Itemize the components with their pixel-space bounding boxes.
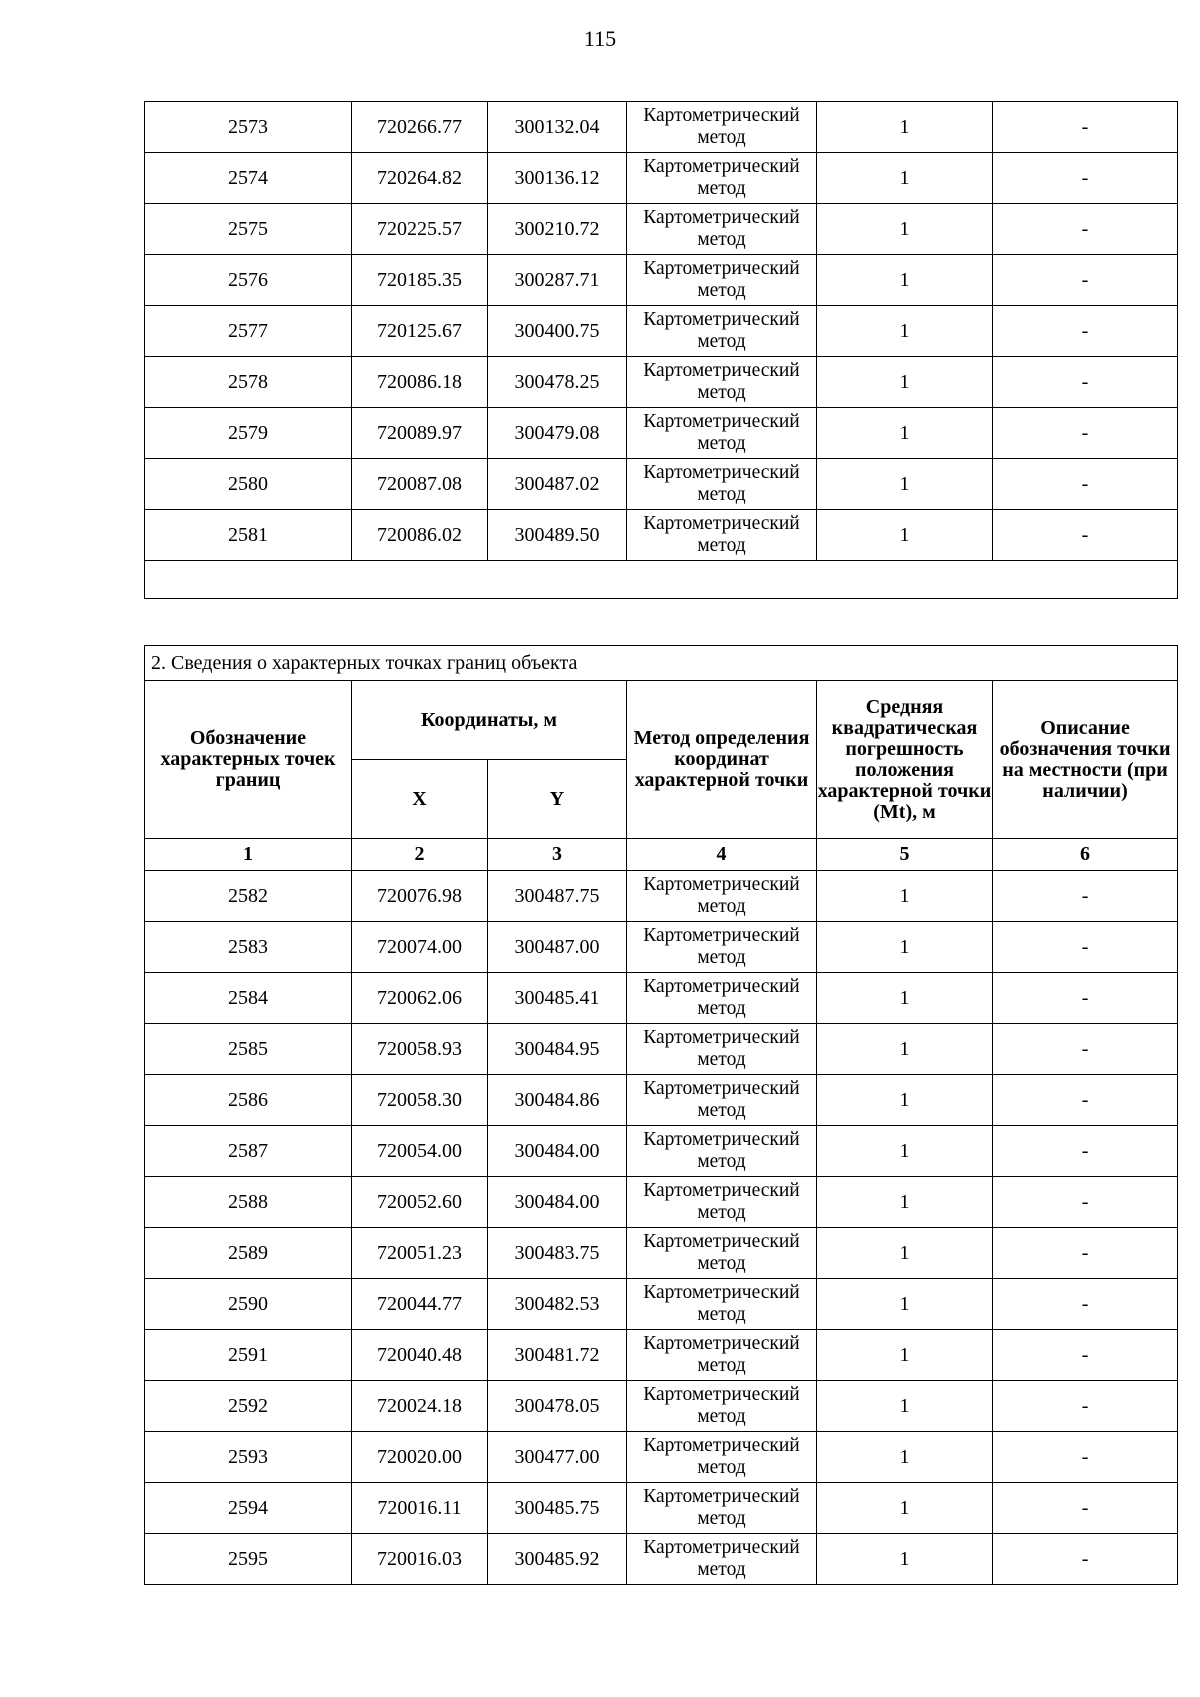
point-id-cell: 2585	[145, 1024, 352, 1075]
y-coordinate-cell: 300484.00	[488, 1177, 627, 1228]
x-coordinate-cell: 720264.82	[352, 153, 488, 204]
table-row	[145, 357, 1178, 408]
x-coordinate-cell: 720225.57	[352, 204, 488, 255]
description-cell: -	[993, 973, 1178, 1024]
y-coordinate-cell: 300487.00	[488, 922, 627, 973]
method-cell: Картометрический метод	[627, 922, 817, 973]
x-coordinate-cell: 720016.11	[352, 1483, 488, 1534]
description-cell: -	[993, 510, 1178, 561]
point-id-cell: 2573	[145, 102, 352, 153]
error-cell: 1	[817, 1024, 993, 1075]
error-cell: 1	[817, 1483, 993, 1534]
y-coordinate-cell: 300484.86	[488, 1075, 627, 1126]
y-coordinate-cell: 300487.02	[488, 459, 627, 510]
description-cell: -	[993, 1381, 1178, 1432]
point-id-cell: 2582	[145, 871, 352, 922]
header-description: Описание обозначения точки на местности (при наличии)	[993, 681, 1178, 839]
method-cell: Картометрический метод	[627, 871, 817, 922]
method-cell: Картометрический метод	[627, 102, 817, 153]
description-cell: -	[993, 204, 1178, 255]
table-row	[145, 102, 1178, 153]
y-coordinate-cell: 300132.04	[488, 102, 627, 153]
x-coordinate-cell: 720062.06	[352, 973, 488, 1024]
method-cell: Картометрический метод	[627, 153, 817, 204]
coordinates-table-continued	[144, 101, 1178, 599]
table-body	[145, 102, 1178, 599]
point-id-cell: 2590	[145, 1279, 352, 1330]
table-row	[145, 204, 1178, 255]
table-row	[145, 973, 1178, 1024]
column-number: 1	[145, 839, 352, 871]
table-row	[145, 1279, 1178, 1330]
description-cell: -	[993, 871, 1178, 922]
error-cell: 1	[817, 1279, 993, 1330]
method-cell: Картометрический метод	[627, 1177, 817, 1228]
x-coordinate-cell: 720020.00	[352, 1432, 488, 1483]
point-id-cell: 2594	[145, 1483, 352, 1534]
point-id-cell: 2581	[145, 510, 352, 561]
column-number: 4	[627, 839, 817, 871]
y-coordinate-cell: 300479.08	[488, 408, 627, 459]
error-cell: 1	[817, 255, 993, 306]
error-cell: 1	[817, 1432, 993, 1483]
y-coordinate-cell: 300481.72	[488, 1330, 627, 1381]
method-cell: Картометрический метод	[627, 1075, 817, 1126]
x-coordinate-cell: 720086.02	[352, 510, 488, 561]
point-id-cell: 2587	[145, 1126, 352, 1177]
method-cell: Картометрический метод	[627, 306, 817, 357]
error-cell: 1	[817, 1228, 993, 1279]
column-number: 3	[488, 839, 627, 871]
description-cell: -	[993, 1024, 1178, 1075]
description-cell: -	[993, 1177, 1178, 1228]
method-cell: Картометрический метод	[627, 408, 817, 459]
x-coordinate-cell: 720058.30	[352, 1075, 488, 1126]
method-cell: Картометрический метод	[627, 357, 817, 408]
point-id-cell: 2578	[145, 357, 352, 408]
error-cell: 1	[817, 1177, 993, 1228]
y-coordinate-cell: 300484.95	[488, 1024, 627, 1075]
method-cell: Картометрический метод	[627, 1534, 817, 1585]
point-id-cell: 2584	[145, 973, 352, 1024]
header-designation: Обозначение характерных точек границ	[145, 681, 352, 839]
header-x: X	[352, 760, 488, 839]
table-row	[145, 1534, 1178, 1585]
empty-row	[145, 561, 1178, 599]
description-cell: -	[993, 255, 1178, 306]
column-number: 5	[817, 839, 993, 871]
table-row	[145, 1075, 1178, 1126]
y-coordinate-cell: 300210.72	[488, 204, 627, 255]
description-cell: -	[993, 1279, 1178, 1330]
method-cell: Картометрический метод	[627, 973, 817, 1024]
table-row	[145, 1177, 1178, 1228]
column-number: 6	[993, 839, 1178, 871]
error-cell: 1	[817, 102, 993, 153]
error-cell: 1	[817, 510, 993, 561]
error-cell: 1	[817, 408, 993, 459]
method-cell: Картометрический метод	[627, 1228, 817, 1279]
description-cell: -	[993, 1228, 1178, 1279]
error-cell: 1	[817, 1126, 993, 1177]
error-cell: 1	[817, 1534, 993, 1585]
point-id-cell: 2593	[145, 1432, 352, 1483]
method-cell: Картометрический метод	[627, 1432, 817, 1483]
table-row	[145, 255, 1178, 306]
table-row	[145, 871, 1178, 922]
table-row	[145, 1228, 1178, 1279]
header-method: Метод определения координат характерной точки	[627, 681, 817, 839]
column-number: 2	[352, 839, 488, 871]
table-row	[145, 1483, 1178, 1534]
method-cell: Картометрический метод	[627, 1024, 817, 1075]
x-coordinate-cell: 720074.00	[352, 922, 488, 973]
description-cell: -	[993, 1075, 1178, 1126]
x-coordinate-cell: 720052.60	[352, 1177, 488, 1228]
point-id-cell: 2595	[145, 1534, 352, 1585]
point-id-cell: 2591	[145, 1330, 352, 1381]
description-cell: -	[993, 1126, 1178, 1177]
header-y: Y	[488, 760, 627, 839]
method-cell: Картометрический метод	[627, 255, 817, 306]
y-coordinate-cell: 300485.41	[488, 973, 627, 1024]
table-row	[145, 1432, 1178, 1483]
page-number: 115	[583, 26, 617, 51]
x-coordinate-cell: 720051.23	[352, 1228, 488, 1279]
description-cell: -	[993, 1330, 1178, 1381]
method-cell: Картометрический метод	[627, 1330, 817, 1381]
description-cell: -	[993, 459, 1178, 510]
y-coordinate-cell: 300477.00	[488, 1432, 627, 1483]
y-coordinate-cell: 300487.75	[488, 871, 627, 922]
x-coordinate-cell: 720016.03	[352, 1534, 488, 1585]
description-cell: -	[993, 1483, 1178, 1534]
empty-cell	[145, 561, 1178, 599]
description-cell: -	[993, 922, 1178, 973]
point-id-cell: 2583	[145, 922, 352, 973]
method-cell: Картометрический метод	[627, 1483, 817, 1534]
point-id-cell: 2592	[145, 1381, 352, 1432]
point-id-cell: 2577	[145, 306, 352, 357]
table-row	[145, 922, 1178, 973]
table-row	[145, 459, 1178, 510]
header-error: Средняя квадратическая погрешность положения характерной точки (Mt), м	[817, 681, 993, 839]
y-coordinate-cell: 300483.75	[488, 1228, 627, 1279]
error-cell: 1	[817, 922, 993, 973]
method-cell: Картометрический метод	[627, 459, 817, 510]
point-id-cell: 2574	[145, 153, 352, 204]
error-cell: 1	[817, 153, 993, 204]
description-cell: -	[993, 357, 1178, 408]
x-coordinate-cell: 720076.98	[352, 871, 488, 922]
error-cell: 1	[817, 357, 993, 408]
y-coordinate-cell: 300482.53	[488, 1279, 627, 1330]
x-coordinate-cell: 720125.67	[352, 306, 488, 357]
table-row	[145, 153, 1178, 204]
point-id-cell: 2586	[145, 1075, 352, 1126]
description-cell: -	[993, 1534, 1178, 1585]
description-cell: -	[993, 408, 1178, 459]
error-cell: 1	[817, 1381, 993, 1432]
x-coordinate-cell: 720266.77	[352, 102, 488, 153]
x-coordinate-cell: 720040.48	[352, 1330, 488, 1381]
point-id-cell: 2576	[145, 255, 352, 306]
y-coordinate-cell: 300485.75	[488, 1483, 627, 1534]
x-coordinate-cell: 720054.00	[352, 1126, 488, 1177]
error-cell: 1	[817, 1330, 993, 1381]
x-coordinate-cell: 720086.18	[352, 357, 488, 408]
point-id-cell: 2580	[145, 459, 352, 510]
method-cell: Картометрический метод	[627, 204, 817, 255]
point-id-cell: 2575	[145, 204, 352, 255]
table-row	[145, 306, 1178, 357]
table-row	[145, 510, 1178, 561]
method-cell: Картометрический метод	[627, 510, 817, 561]
error-cell: 1	[817, 459, 993, 510]
y-coordinate-cell: 300489.50	[488, 510, 627, 561]
y-coordinate-cell: 300478.05	[488, 1381, 627, 1432]
x-coordinate-cell: 720089.97	[352, 408, 488, 459]
x-coordinate-cell: 720185.35	[352, 255, 488, 306]
characteristic-points-table	[144, 645, 1178, 1585]
y-coordinate-cell: 300478.25	[488, 357, 627, 408]
error-cell: 1	[817, 871, 993, 922]
header-coordinates: Координаты, м	[352, 681, 627, 760]
error-cell: 1	[817, 973, 993, 1024]
table-row	[145, 1126, 1178, 1177]
error-cell: 1	[817, 204, 993, 255]
x-coordinate-cell: 720058.93	[352, 1024, 488, 1075]
table-caption: 2. Сведения о характерных точках границ объекта	[145, 646, 1178, 681]
point-id-cell: 2588	[145, 1177, 352, 1228]
point-id-cell: 2579	[145, 408, 352, 459]
table-row	[145, 408, 1178, 459]
description-cell: -	[993, 1432, 1178, 1483]
error-cell: 1	[817, 306, 993, 357]
y-coordinate-cell: 300400.75	[488, 306, 627, 357]
y-coordinate-cell: 300136.12	[488, 153, 627, 204]
point-id-cell: 2589	[145, 1228, 352, 1279]
x-coordinate-cell: 720087.08	[352, 459, 488, 510]
error-cell: 1	[817, 1075, 993, 1126]
table-row	[145, 1381, 1178, 1432]
x-coordinate-cell: 720024.18	[352, 1381, 488, 1432]
method-cell: Картометрический метод	[627, 1381, 817, 1432]
table-body	[145, 871, 1178, 1585]
table-row	[145, 1330, 1178, 1381]
description-cell: -	[993, 102, 1178, 153]
y-coordinate-cell: 300287.71	[488, 255, 627, 306]
y-coordinate-cell: 300485.92	[488, 1534, 627, 1585]
description-cell: -	[993, 153, 1178, 204]
x-coordinate-cell: 720044.77	[352, 1279, 488, 1330]
y-coordinate-cell: 300484.00	[488, 1126, 627, 1177]
description-cell: -	[993, 306, 1178, 357]
table-row	[145, 1024, 1178, 1075]
method-cell: Картометрический метод	[627, 1126, 817, 1177]
method-cell: Картометрический метод	[627, 1279, 817, 1330]
